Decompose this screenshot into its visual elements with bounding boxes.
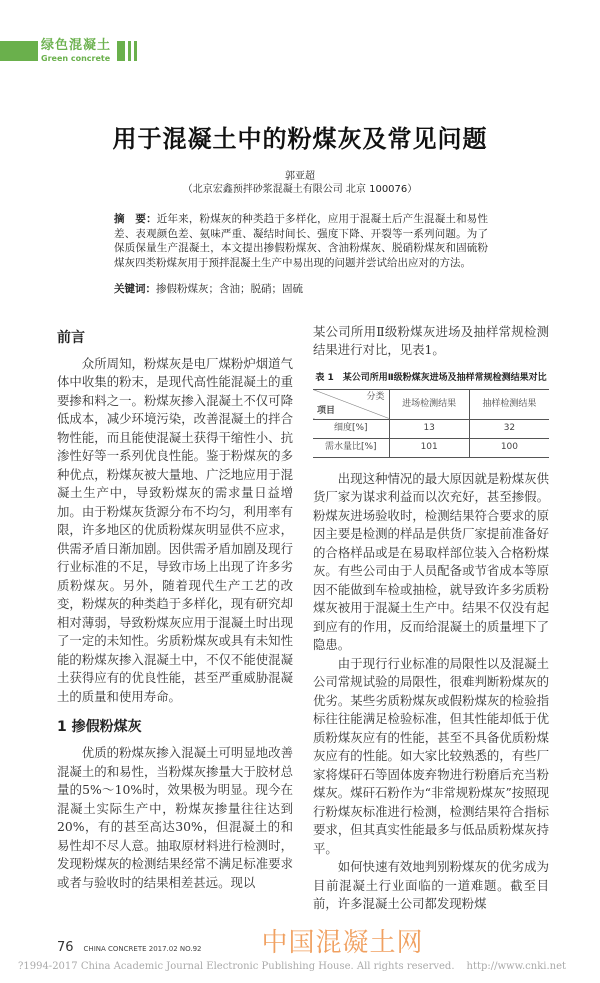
footer [18,928,600,973]
right-column [313,323,549,914]
column-header: 抽样检测结果 [469,389,549,419]
paragraph: 众所周知，粉煤灰是电厂煤粉炉烟道气体中收集的粉末，是现代高性能混凝土的重要掺和料之一。粉煤灰掺入混凝土不仅可降低成本，减少环境污染，改善混凝土的拌合物性能，而且能使混凝土获得干缩性小、抗渗性好等一系列优良性能。鉴于粉煤灰的多种优点，粉煤灰被大量地、广泛地应用于混凝土生产中，导致粉煤灰的需求量日益增加。由于粉煤灰货源分布不均匀，利用率有限，许多地区的优质粉煤灰明显供不应求，供需矛盾日渐加剧。因供需矛盾加剧及现行行业标准的不足，导致市场上出现了许多劣质粉煤灰。另外，随着现代生产工艺的改变，粉煤灰的种类趋于多样化，现有研究却相对薄弱，导致粉煤灰应用于混凝土时出现了一定的未知性。劣质粉煤灰或具有未知性能的粉煤灰掺入混凝土中，不仅不能使混凝土获得应有的优良性能，甚至严重威胁混凝土的质量和使用寿命。 [57,355,293,704]
table-row [313,419,549,438]
table-row [313,438,549,457]
masthead [0,0,600,80]
copyright: ?1994-2017 China Academic Journal Electronic Publishing House. All rights reserved. [18,960,455,972]
table-corner-cell [313,389,389,419]
table-cell: 细度[%] [313,419,389,438]
footer-row [18,928,600,958]
table-caption: 表 1 某公司所用Ⅱ级粉煤灰进场及抽样常规检测结果对比 [315,372,547,383]
paragraph: 出现这种情况的最大原因就是粉煤灰供货厂家为谋求利益而以次充好，甚至掺假。粉煤灰进场验收时，检测结果符合要求的原因主要是检测的样品是供货厂家提前准备好的合格样品或是在易取样部位装入合格粉煤灰。有些公司由于人员配备或节省成本等原因不能做到车检或抽检，就导致许多劣质粉煤灰被用于混凝土生产中。结果不仅没有起到应有的作用，反而给混凝土的质量埋下了隐患。 [313,470,549,652]
table-cell: 13 [389,419,469,438]
data-table [313,389,549,458]
column-header: 进场检测结果 [389,389,469,419]
paragraph: 某公司所用Ⅱ级粉煤灰进场及抽样常规检测结果进行对比，见表1。 [313,323,549,357]
corner-top: 分类 [366,391,385,402]
keywords [114,282,488,297]
table-cell: 101 [389,438,469,457]
section-label: 绿色混凝土 [41,38,112,53]
left-column [57,323,293,914]
heading-section-1: 1 掺假粉煤灰 [57,719,142,735]
page-number: 76 [57,939,74,955]
section-bar [117,41,125,61]
footer-url: http://www.cnki.net [466,960,567,972]
copyright-row [18,960,600,973]
journal-info: CHINA CONCRETE 2017.02 NO.92 [83,944,202,953]
section-band [0,41,38,61]
heading-preface: 前言 [57,329,85,346]
keywords-text: 掺假粉煤灰；含油；脱硝；固硫 [156,283,303,295]
section-label-en: Green concrete [41,54,111,63]
abstract-label: 摘 要： [114,213,157,225]
table-header-row [313,389,549,419]
paragraph: 如何快速有效地判别粉煤灰的优劣成为目前混凝土行业面临的一道难题。截至目前，许多混凝土公司都发现粉煤 [313,859,549,911]
corner-bottom: 项目 [317,405,336,416]
paragraph: 优质的粉煤灰掺入混凝土可明显地改善混凝土的和易性，当粉煤灰掺量大于胶材总量的5%～10%时，效果极为明显。现今在混凝土实际生产中，粉煤灰掺量往往达到20%，有的甚至高达30%，但混凝土的和易性却不尽人意。抽取原材料进行检测时，发现粉煤灰的检测结果经常不满足标准要求或者与验收时的结果相差甚远。现以 [57,745,293,890]
watermark: 中国混凝土网 [261,927,424,958]
author: 郭亚超 [285,171,315,182]
table-cell: 需水量比[%] [313,438,389,457]
body-columns [0,323,600,914]
abstract-text: 近年来，粉煤灰的种类趋于多样化，应用于混凝土后产生混凝土和易性差、表观颜色差、氨味严重、凝结时间长、强度下降、开裂等一系列问题。为了保质保量生产混凝土，本文提出掺假粉煤灰、含油粉煤灰、脱硝粉煤灰和固硫粉煤灰四类粉煤灰用于预拌混凝土生产中易出现的问题并尝试给出应对的方法。 [114,213,488,269]
table-cell: 32 [469,419,549,438]
abstract [114,212,488,270]
keywords-label: 关键词： [114,283,156,295]
section-bar [134,41,137,61]
table-cell: 100 [469,438,549,457]
paragraph: 由于现行行业标准的局限性以及混凝土公司常规试验的局限性，很难判断粉煤灰的优劣。某些劣质粉煤灰或假粉煤灰的检验指标往往能满足检验标准，但其性能却低于优质粉煤灰应有的性能，甚至不具备优质粉煤灰应有的性能。如大家比较熟悉的，有些厂家将煤矸石等固体废弃物进行粉磨后充当粉煤灰。煤矸石粉作为“非常规粉煤灰”按照现行粉煤灰标准进行检测，检测结果符合指标要求，但其真实性能最多与低品质粉煤灰持平。 [313,655,549,856]
section-bar [128,41,131,61]
affiliation: （北京宏鑫预拌砂浆混凝土有限公司 北京 100076） [182,184,418,195]
article-title: 用于混凝土中的粉煤灰及常见问题 [112,125,488,153]
